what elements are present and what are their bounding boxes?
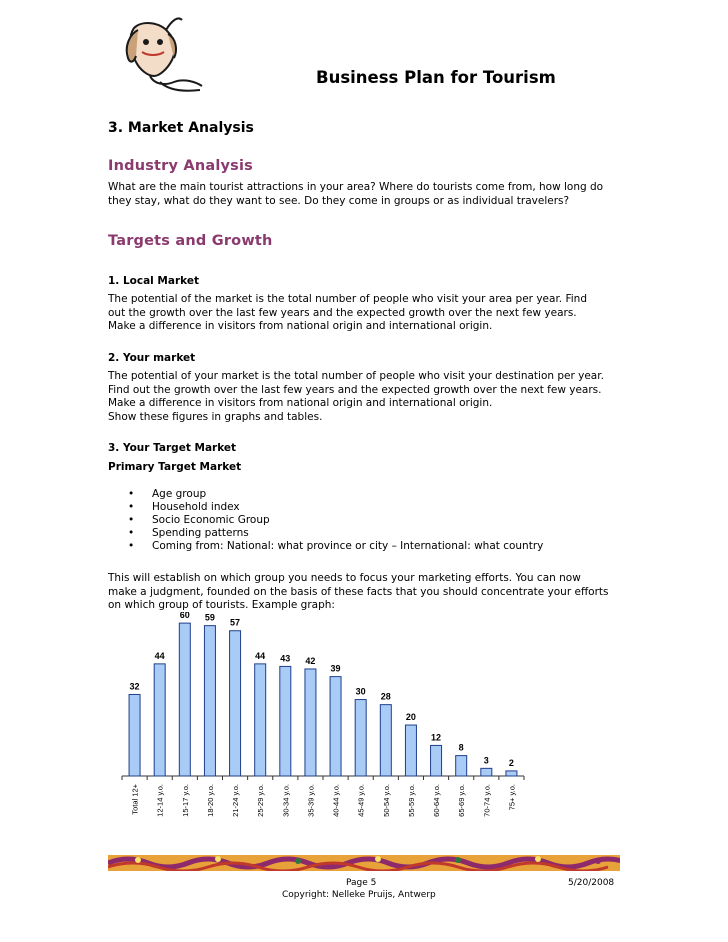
bar-value-label: 12 — [431, 732, 442, 743]
chart-bar — [154, 664, 165, 776]
conclusion-text — [108, 572, 628, 613]
bullet-icon: • — [128, 514, 135, 526]
x-tick-label: Total 12+ — [130, 784, 140, 815]
bar-value-label: 44 — [255, 650, 266, 661]
list-item — [108, 488, 543, 501]
bar-value-label: 28 — [380, 691, 391, 702]
x-tick-label: 12-14 y.o. — [155, 784, 165, 817]
section-heading: 3. Market Analysis — [108, 120, 254, 136]
document-title: Business Plan for Tourism — [316, 68, 556, 87]
chart-bar — [506, 771, 517, 776]
chart-bar — [305, 669, 316, 776]
bar-value-label: 42 — [305, 655, 316, 666]
text-line: they stay, what do they want to see. Do they come in groups or as individual travelers? — [108, 194, 570, 207]
x-tick-label: 25-29 y.o. — [256, 784, 266, 817]
list-item-label: Coming from: National: what province or city – International: what country — [152, 540, 544, 552]
x-tick-label: 15-17 y.o. — [180, 784, 190, 817]
chart-bar — [355, 700, 366, 776]
target-criteria-list — [108, 488, 543, 553]
targets-growth-heading: Targets and Growth — [108, 233, 273, 249]
chart-bar — [280, 666, 291, 776]
age-group-bar-chart — [118, 612, 528, 822]
chart-bar — [330, 677, 341, 776]
chart-bar — [129, 694, 140, 776]
list-item — [108, 540, 543, 553]
text-line: This will establish on which group you needs to focus your marketing efforts. You can now — [108, 572, 581, 584]
chart-bar — [380, 705, 391, 776]
bar-value-label: 20 — [405, 712, 416, 723]
bar-value-label: 32 — [129, 681, 140, 692]
x-tick-label: 45-49 y.o. — [356, 784, 366, 817]
x-tick-label: 21-24 y.o. — [231, 784, 241, 817]
text-line: Find out the growth over the last few years and the expected growth over the next few years. — [108, 383, 602, 396]
x-tick-label: 40-44 y.o. — [331, 784, 341, 817]
chart-bar — [204, 626, 215, 776]
your-market-heading: 2. Your market — [108, 352, 196, 364]
target-market-heading: 3. Your Target Market — [108, 442, 237, 454]
text-line: The potential of the market is the total number of people who visit your area per year. Find — [108, 293, 587, 305]
chart-bar — [255, 664, 266, 776]
bar-value-label: 8 — [458, 742, 464, 753]
industry-analysis-text — [108, 181, 628, 208]
chart-bar — [230, 631, 241, 776]
list-item-label: Household index — [152, 501, 240, 513]
list-item-label: Age group — [152, 488, 207, 500]
text-line: The potential of your market is the total number of people who visit your destination per year. — [108, 370, 604, 382]
bar-value-label: 30 — [355, 686, 366, 697]
text-line: out the growth over the last few years and the expected growth over the next few years. — [108, 306, 577, 319]
bullet-icon: • — [128, 540, 135, 552]
x-tick-label: 55-59 y.o. — [406, 784, 416, 817]
text-line: on which group of tourists. Example graph: — [108, 599, 335, 612]
bar-value-label: 57 — [230, 617, 241, 628]
text-line: Make a difference in visitors from national origin and international origin. — [108, 397, 493, 410]
industry-analysis-heading: Industry Analysis — [108, 158, 254, 174]
list-item — [108, 527, 543, 540]
x-tick-label: 75+ y.o. — [507, 784, 517, 811]
your-market-text — [108, 370, 628, 424]
decorative-footer-strip — [108, 855, 620, 871]
chart-bar — [456, 756, 467, 776]
x-tick-label: 35-39 y.o. — [306, 784, 316, 817]
local-market-heading: 1. Local Market — [108, 275, 199, 287]
bullet-icon: • — [128, 527, 135, 539]
x-tick-label: 50-54 y.o. — [381, 784, 391, 817]
bullet-icon: • — [128, 501, 135, 513]
text-line: make a judgment, founded on the basis of these facts that you should concentrate your efforts — [108, 585, 609, 598]
dog-logo — [120, 12, 205, 94]
list-item-label: Socio Economic Group — [152, 514, 270, 526]
x-tick-label: 30-34 y.o. — [281, 784, 291, 817]
chart-bar — [431, 745, 442, 776]
page-number: Page 5 — [346, 878, 377, 888]
bar-value-label: 43 — [280, 653, 291, 664]
copyright-text: Copyright: Nelleke Pruijs, Antwerp — [282, 890, 436, 900]
chart-bar — [179, 623, 190, 776]
x-tick-label: 60-64 y.o. — [432, 784, 442, 817]
local-market-text — [108, 293, 628, 334]
bar-value-label: 3 — [483, 755, 489, 766]
text-line: Make a difference in visitors from national origin and international origin. — [108, 320, 493, 333]
list-item — [108, 501, 543, 514]
x-tick-label: 18-20 y.o. — [205, 784, 215, 817]
bar-value-label: 44 — [154, 650, 165, 661]
list-item-label: Spending patterns — [152, 527, 249, 539]
x-tick-label: 70-74 y.o. — [482, 784, 492, 817]
footer-date: 5/20/2008 — [568, 878, 615, 888]
list-item — [108, 514, 543, 527]
chart-bar — [405, 725, 416, 776]
text-line: What are the main tourist attractions in your area? Where do tourists come from, how long do — [108, 181, 604, 193]
bar-value-label: 59 — [204, 612, 215, 623]
x-tick-label: 65-69 y.o. — [457, 784, 467, 817]
bar-value-label: 39 — [330, 663, 341, 674]
bar-value-label: 2 — [508, 757, 514, 768]
chart-bar — [481, 768, 492, 776]
bar-value-label: 60 — [179, 612, 190, 621]
text-line: Show these figures in graphs and tables. — [108, 410, 323, 423]
bullet-icon: • — [128, 488, 135, 500]
primary-target-market-heading: Primary Target Market — [108, 461, 242, 473]
